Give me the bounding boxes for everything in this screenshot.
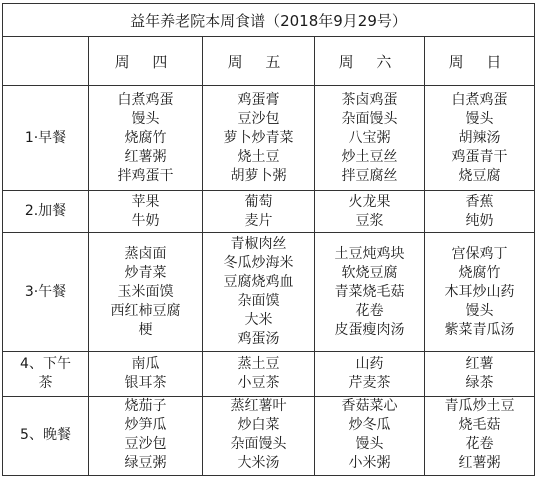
dish: 豆沙包 xyxy=(237,110,280,127)
dish: 宫保鸡丁 xyxy=(451,245,508,262)
title-row xyxy=(3,4,535,37)
dish: 馒头 xyxy=(355,436,384,452)
dish: 银耳茶 xyxy=(124,375,167,391)
dish: 烧腐竹 xyxy=(124,129,167,146)
dish: 胡萝卜粥 xyxy=(230,167,287,184)
menu-cell xyxy=(425,191,535,233)
menu-cell xyxy=(203,352,315,397)
day-header-row xyxy=(3,37,535,86)
dish: 小豆茶 xyxy=(237,375,280,391)
menu-cell xyxy=(425,233,535,352)
dish: 香菇菜心 xyxy=(341,398,398,414)
dish: 土豆炖鸡块 xyxy=(334,245,405,262)
dish: 纯奶 xyxy=(465,212,494,229)
dish: 烧毛菇 xyxy=(458,417,501,433)
dish: 大米汤 xyxy=(237,455,280,471)
dish: 山药 xyxy=(355,356,384,372)
dish: 小米粥 xyxy=(348,455,391,471)
dish: 青瓜炒土豆 xyxy=(444,398,515,414)
dish: 苹果 xyxy=(131,193,160,210)
dish: 绿茶 xyxy=(465,375,494,391)
dish: 馒头 xyxy=(465,302,494,319)
dish: 杂面馒头 xyxy=(230,436,287,452)
dish: 烧豆腐 xyxy=(458,167,501,184)
dish: 青菜烧毛菇 xyxy=(334,283,405,300)
dish: 牛奶 xyxy=(131,212,160,229)
menu-cell xyxy=(89,233,203,352)
meal-label-afternoon-tea xyxy=(3,352,89,397)
dish: 香蕉 xyxy=(465,193,494,210)
dish: 红薯 xyxy=(465,356,494,372)
menu-cell xyxy=(89,191,203,233)
weekly-menu-table xyxy=(2,3,535,476)
dish: 八宝粥 xyxy=(348,129,391,146)
menu-cell xyxy=(89,397,203,476)
dish: 烧茄子 xyxy=(124,398,167,414)
dish: 胡辣汤 xyxy=(458,129,501,146)
dish: 白煮鸡蛋 xyxy=(451,91,508,108)
dish: 芹麦茶 xyxy=(348,375,391,391)
menu-cell xyxy=(203,233,315,352)
menu-cell xyxy=(315,397,425,476)
dish: 南瓜 xyxy=(131,356,160,372)
menu-cell xyxy=(203,191,315,233)
meal-row-lunch xyxy=(3,233,535,352)
dish: 软烧豆腐 xyxy=(341,264,398,281)
meal-row-snack xyxy=(3,191,535,233)
dish: 蒸卤面 xyxy=(124,245,167,262)
menu-cell xyxy=(315,233,425,352)
dish: 豆浆 xyxy=(355,212,384,229)
dish: 西红柿豆腐 xyxy=(110,302,181,319)
menu-cell xyxy=(203,86,315,191)
dish: 鸡蛋汤 xyxy=(237,331,280,347)
meal-label-snack: 2.加餐 xyxy=(3,191,89,233)
menu-cell xyxy=(89,352,203,397)
meal-label-lunch: 3·午餐 xyxy=(3,233,89,352)
dish: 拌鸡蛋干 xyxy=(117,167,174,184)
dish: 花卷 xyxy=(465,436,494,452)
dish: 红薯粥 xyxy=(458,455,501,471)
dish: 红薯粥 xyxy=(124,148,167,165)
meal-label-dinner: 5、晚餐 xyxy=(3,397,89,476)
dish: 麦片 xyxy=(244,212,273,229)
dish: 冬瓜炒海米 xyxy=(223,255,294,271)
menu-cell xyxy=(315,86,425,191)
dish: 木耳炒山药 xyxy=(444,283,515,300)
dish: 杂面馍 xyxy=(237,293,280,309)
menu-cell xyxy=(425,397,535,476)
meal-row-afternoon-tea xyxy=(3,352,535,397)
dish: 蒸土豆 xyxy=(237,356,280,372)
dish: 杂面馒头 xyxy=(341,110,398,127)
dish: 花卷 xyxy=(355,302,384,319)
dish: 烧腐竹 xyxy=(458,264,501,281)
dish: 豆沙包 xyxy=(124,436,167,452)
menu-cell xyxy=(315,191,425,233)
day-header-sunday: 周 日 xyxy=(425,37,535,86)
dish: 茶卤鸡蛋 xyxy=(341,91,398,108)
meal-row-dinner xyxy=(3,397,535,476)
day-header-saturday: 周 六 xyxy=(315,37,425,86)
dish: 炒冬瓜 xyxy=(348,417,391,433)
dish: 鸡蛋膏 xyxy=(237,91,280,108)
dish: 拌豆腐丝 xyxy=(341,167,398,184)
menu-cell xyxy=(315,352,425,397)
dish: 萝卜炒青菜 xyxy=(223,129,294,146)
menu-cell xyxy=(203,397,315,476)
dish: 大米 xyxy=(244,312,273,328)
dish: 皮蛋瘦肉汤 xyxy=(334,321,405,338)
dish: 烧土豆 xyxy=(237,148,280,165)
menu-title: 益年养老院本周食谱（2018年9月29号） xyxy=(3,4,535,37)
dish: 紫菜青瓜汤 xyxy=(444,321,515,338)
dish: 豆腐烧鸡血 xyxy=(223,274,294,290)
meal-label-line: 茶 xyxy=(38,375,53,391)
dish: 青椒肉丝 xyxy=(230,236,287,252)
corner-cell xyxy=(3,37,89,86)
dish: 梗 xyxy=(138,321,153,338)
menu-cell xyxy=(425,86,535,191)
menu-cell xyxy=(89,86,203,191)
day-header-thursday: 周 四 xyxy=(89,37,203,86)
dish: 馒头 xyxy=(131,110,160,127)
meal-label-line: 4、下午 xyxy=(20,356,71,372)
dish: 白煮鸡蛋 xyxy=(117,91,174,108)
dish: 炒白菜 xyxy=(237,417,280,433)
dish: 蒸红薯叶 xyxy=(230,398,287,414)
dish: 葡萄 xyxy=(244,193,273,210)
dish: 炒笋瓜 xyxy=(124,417,167,433)
menu-cell xyxy=(425,352,535,397)
dish: 玉米面馍 xyxy=(117,283,174,300)
dish: 鸡蛋青干 xyxy=(451,148,508,165)
dish: 绿豆粥 xyxy=(124,455,167,471)
dish: 火龙果 xyxy=(348,193,391,210)
meal-row-breakfast xyxy=(3,86,535,191)
dish: 炒土豆丝 xyxy=(341,148,398,165)
dish: 馒头 xyxy=(465,110,494,127)
day-header-friday: 周 五 xyxy=(203,37,315,86)
meal-label-breakfast: 1·早餐 xyxy=(3,86,89,191)
dish: 炒青菜 xyxy=(124,264,167,281)
